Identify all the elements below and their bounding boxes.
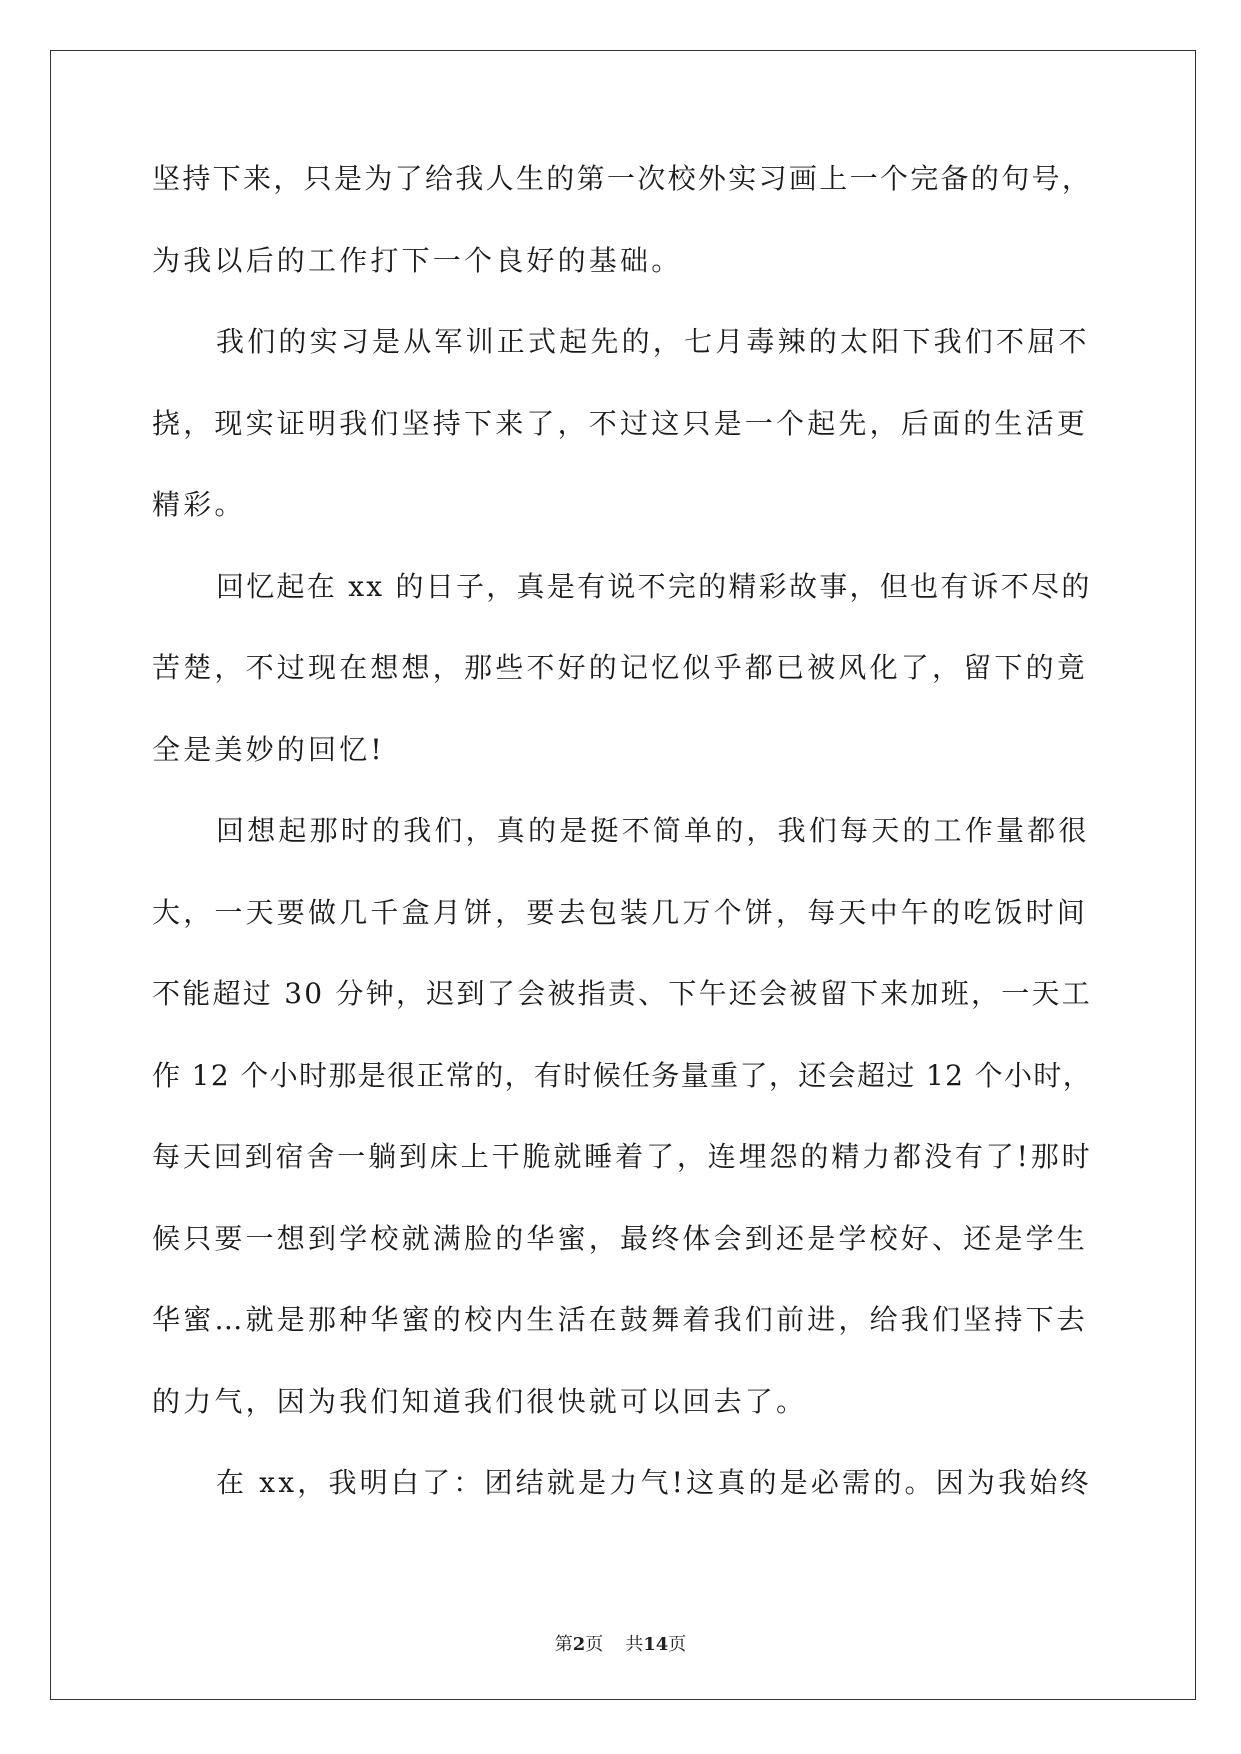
text-line: 我们的实习是从军训正式起先的，七月毒辣的太阳下我们不屈不 xyxy=(216,325,1090,358)
text-line: 候只要一想到学校就满脸的华蜜，最终体会到还是学校好、还是学生 xyxy=(152,1221,1089,1255)
text-line: 不能超过 30 分钟，迟到了会被指责、下午还会被留下来加班，一天工 xyxy=(152,977,1093,1010)
text-line: 在 xx，我明白了：团结就是力气!这真的是必需的。因为我始终 xyxy=(216,1466,1092,1499)
paragraph-5 xyxy=(152,1442,1092,1524)
paragraph-1 xyxy=(152,138,1092,301)
text-line: 精彩。 xyxy=(152,488,246,521)
paragraph-3 xyxy=(152,546,1092,791)
text-line: 挠，现实证明我们坚持下来了，不过这只是一个起先，后面的生活更 xyxy=(152,406,1089,440)
text-line: 坚持下来，只是为了给我人生的第一次校外实习画上一个完备的句号， xyxy=(152,162,1093,195)
text-line: 为我以后的工作打下一个良好的基础。 xyxy=(152,243,683,277)
text-line: 回忆起在 xx 的日子，真是有说不完的精彩故事，但也有诉不尽的 xyxy=(216,569,1092,603)
total-suffix: 页 xyxy=(668,1634,687,1655)
page-footer xyxy=(0,1630,1241,1656)
paragraph-2 xyxy=(152,301,1092,546)
total-prefix: 共 xyxy=(625,1634,644,1655)
text-line: 全是美妙的回忆! xyxy=(152,732,385,766)
total-pages: 14 xyxy=(643,1634,669,1655)
page-number: 2 xyxy=(572,1634,586,1655)
document-body xyxy=(152,160,1092,1546)
text-line: 苦楚，不过现在想想，那些不好的记忆似乎都已被风化了，留下的竟 xyxy=(152,651,1089,684)
page-suffix: 页 xyxy=(585,1634,604,1655)
text-line: 华蜜…就是那种华蜜的校内生活在鼓舞着我们前进，给我们坚持下去 xyxy=(152,1303,1089,1336)
page-prefix: 第 xyxy=(554,1634,573,1655)
text-line: 回想起那时的我们，真的是挺不简单的，我们每天的工作量都很 xyxy=(216,814,1090,847)
text-line: 的力气，因为我们知道我们很快就可以回去了。 xyxy=(152,1384,808,1418)
text-line: 每天回到宿舍一躺到床上干脆就睡着了，连埋怨的精力都没有了!那时 xyxy=(152,1140,1093,1173)
text-line: 作 12 个小时那是很正常的，有时候任务量重了，还会超过 12 个小时， xyxy=(152,1058,1093,1092)
paragraph-4 xyxy=(152,790,1092,1442)
text-line: 大，一天要做几千盒月饼，要去包装几万个饼，每天中午的吃饭时间 xyxy=(152,895,1089,929)
